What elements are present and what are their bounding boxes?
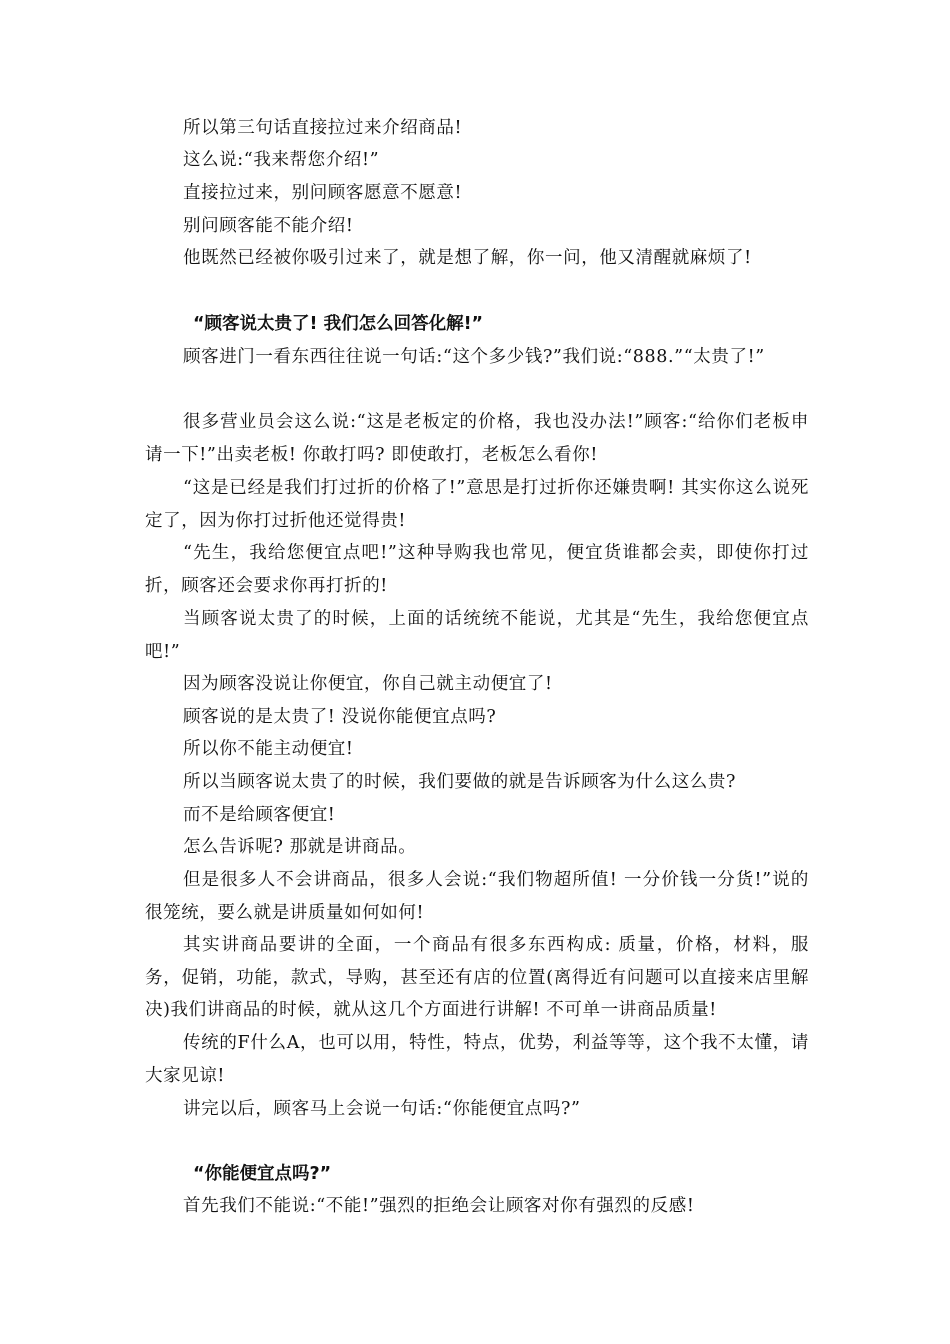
- paragraph: 很多营业员会这么说:“这是老板定的价格，我也没办法!”顾客:“给你们老板申请一下!”出卖老板! 你敢打吗? 即使敢打，老板怎么看你!: [145, 412, 809, 465]
- paragraph: 怎么告诉呢? 那就是讲商品。: [183, 837, 417, 857]
- paragraph: 而不是给顾客便宜!: [183, 805, 336, 825]
- intro-line: 所以第三句话直接拉过来介绍商品!: [183, 118, 463, 138]
- paragraph: 传统的F什么A，也可以用，特性，特点，优势，利益等等，这个我不太懂，请大家见谅!: [145, 1033, 809, 1086]
- paragraph: 当顾客说太贵了的时候，上面的话统统不能说，尤其是“先生，我给您便宜点吧!”: [145, 609, 809, 662]
- paragraph: 顾客进门一看东西往往说一句话:“这个多少钱?”我们说:“888.”“太贵了!”: [183, 347, 765, 367]
- section-heading: “你能便宜点吗?”: [193, 1164, 332, 1184]
- intro-line: 这么说:“我来帮您介绍!”: [183, 150, 380, 170]
- paragraph: 首先我们不能说:“不能!”强烈的拒绝会让顾客对你有强烈的反感!: [183, 1196, 695, 1216]
- paragraph: 但是很多人不会讲商品，很多人会说:“我们物超所值! 一分价钱一分货!”说的很笼统，要么就是讲质量如何如何!: [145, 870, 809, 923]
- paragraph: 其实讲商品要讲的全面，一个商品有很多东西构成: 质量，价格，材料，服务，促销，功能，款式，导购，甚至还有店的位置(离得近有问题可以直接来店里解决)我们讲商品的时候，就从这几个方面进行讲解! 不可单一讲商品质量!: [145, 935, 809, 1021]
- paragraph: 讲完以后，顾客马上会说一句话:“你能便宜点吗?”: [183, 1099, 581, 1119]
- intro-line: 别问顾客能不能介绍!: [183, 216, 354, 236]
- paragraph: “这是已经是我们打过折的价格了!”意思是打过折你还嫌贵啊! 其实你这么说死定了，因为你打过折他还觉得贵!: [145, 478, 809, 531]
- paragraph: 所以你不能主动便宜!: [183, 739, 354, 759]
- intro-line: 直接拉过来，别问顾客愿意不愿意!: [183, 183, 463, 203]
- paragraph: 因为顾客没说让你便宜，你自己就主动便宜了!: [183, 674, 553, 694]
- intro-line: 他既然已经被你吸引过来了，就是想了解，你一问，他又清醒就麻烦了!: [183, 248, 752, 268]
- paragraph: 所以当顾客说太贵了的时候，我们要做的就是告诉顾客为什么这么贵?: [183, 772, 736, 792]
- paragraph: 顾客说的是太贵了! 没说你能便宜点吗?: [183, 707, 497, 727]
- paragraph: “先生，我给您便宜点吧!”这种导购我也常见，便宜货谁都会卖，即使你打过折，顾客还会要求你再打折的!: [145, 543, 809, 596]
- section-heading: “顾客说太贵了! 我们怎么回答化解!”: [193, 314, 484, 334]
